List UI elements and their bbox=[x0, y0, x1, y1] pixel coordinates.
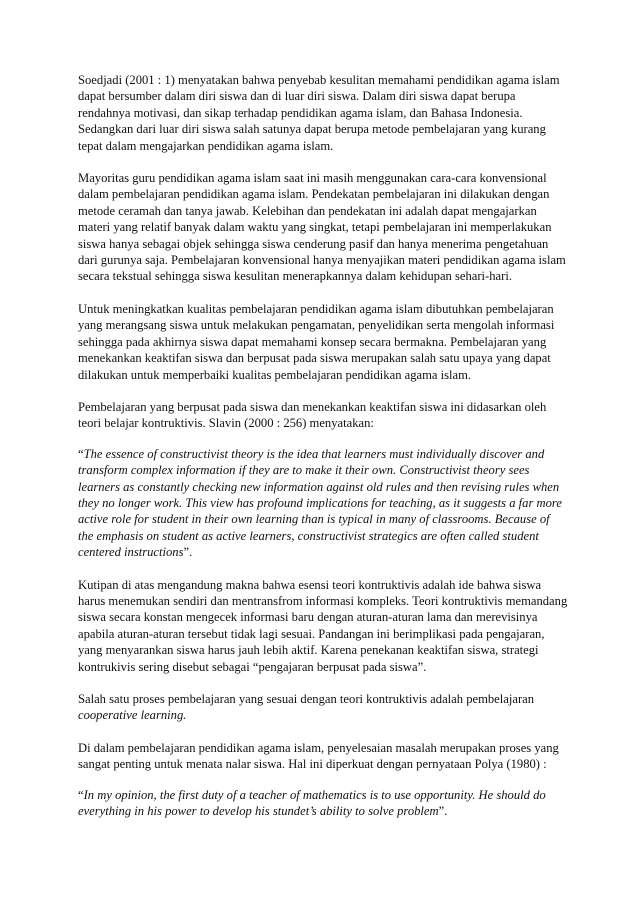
paragraph-problem-solving: Di dalam pembelajaran pendidikan agama islam, penyelesaian masalah merupakan proses yang sangat penting untuk menata nalar siswa. Hal ini diperkuat dengan pernyataan Polya (1980) : bbox=[78, 740, 559, 772]
paragraph-soedjadi: Soedjadi (2001 : 1) menyatakan bahwa penyebab kesulitan memahami pendidikan agama islam dapat bersumber dalam diri siswa dan di luar diri siswa. Dalam diri siswa dapat berupa rendahnya motivasi, dan sikap terhadap pendidikan agama islam, dan Bahasa Indonesia. Sedangkan dari luar diri siswa salah satunya dapat berupa metode pembelajaran yang kurang tepat dalam mengajarkan pendidikan agama islam. bbox=[78, 73, 560, 153]
paragraph-constructivism-intro: Pembelajaran yang berpusat pada siswa dan menekankan keaktifan siswa ini didasarkan oleh teori belajar kontruktivis. Slavin (2000 : 256) menyatakan: bbox=[78, 399, 547, 431]
paragraph-quote-explanation: Kutipan di atas mengandung makna bahwa esensi teori kontruktivis adalah ide bahwa siswa harus menemukan sendiri dan mentransfrom informasi kompleks. Teori kontruktivis memandang siswa secara konstan mengecek informasi baru dengan aturan-aturan lama dan merevisinya apabila aturan-aturan tersebut tidak lagi sesuai. Pandangan ini berimplikasi pada pengajaran, yang menyarankan siswa harus jauh lebih aktif. Karena penekanan keaktifan siswa, strategi kontrukivis sering disebut sebagai “pengajaran berpusat pada siswa”. bbox=[78, 577, 568, 674]
quote-slavin-body: The essence of constructivist theory is the idea that learners must individually discover and transform complex information if they are to make it their own. Constructivist theory sees learners as constantly checking new information against old rules and then revising rules when they no longer work. This view has profound implications for teaching, as it suggests a far more active role for student in their own learning than is typical in many of classrooms. Because of the emphasis on student as active learners, constructivist strategics are often called student centered instructions bbox=[78, 446, 562, 560]
quote-close-mark: ”. bbox=[183, 545, 193, 560]
quote-open-mark: “ bbox=[78, 446, 84, 461]
paragraph-cooperative-text: Salah satu proses pembelajaran yang sesuai dengan teori kontruktivis adalah pembelajaran bbox=[78, 692, 535, 706]
paragraph-cooperative-term: cooperative learning. bbox=[78, 708, 187, 723]
paragraph-quality-improvement: Untuk meningkatkan kualitas pembelajaran pendidikan agama islam dibutuhkan pembelajaran yang merangsang siswa untuk melakukan pengamatan, penyelidikan serta mengolah informasi sehingga pada akhirnya siswa dapat memahami konsep secara bermakna. Pembelajaran yang menekankan keaktifan siswa dan berpusat pada siswa merupakan salah satu upaya yang dapat dilakukan untuk memperbaiki kualitas pembelajaran pendidikan agama islam. bbox=[78, 301, 555, 382]
paragraph-cooperative-learning bbox=[78, 691, 568, 724]
quote-slavin bbox=[78, 446, 568, 561]
quote-polya bbox=[78, 787, 568, 820]
quote-polya-open-mark: “ bbox=[78, 787, 84, 802]
quote-polya-close-mark: ”. bbox=[438, 804, 448, 819]
quote-polya-body: In my opinion, the first duty of a teacher of mathematics is to use opportunity. He should do everything in his power to develop his stundet’s ability to solve problem bbox=[78, 787, 546, 819]
paragraph-conventional-teaching: Mayoritas guru pendidikan agama islam saat ini masih menggunakan cara-cara konvensional dalam pembelajaran pendidikan agama islam. Pendekatan pembelajaran ini dilakukan dengan metode ceramah dan tanya jawab. Kelebihan dan pendekatan ini adalah dapat mengajarkan materi yang relatif banyak dalam waktu yang singkat, tetapi pembelajaran ini memperlakukan siswa hanya sebagai objek sehingga siswa cenderung pasif dan hanya menerima pengetahuan dari gurunya saja. Pembelajaran konvensional hanya menyajikan materi pendidikan agama islam secara tekstual sehingga siswa kesulitan menerapkannya dalam kehidupan sehari-hari. bbox=[78, 171, 566, 284]
document-page bbox=[78, 72, 568, 835]
